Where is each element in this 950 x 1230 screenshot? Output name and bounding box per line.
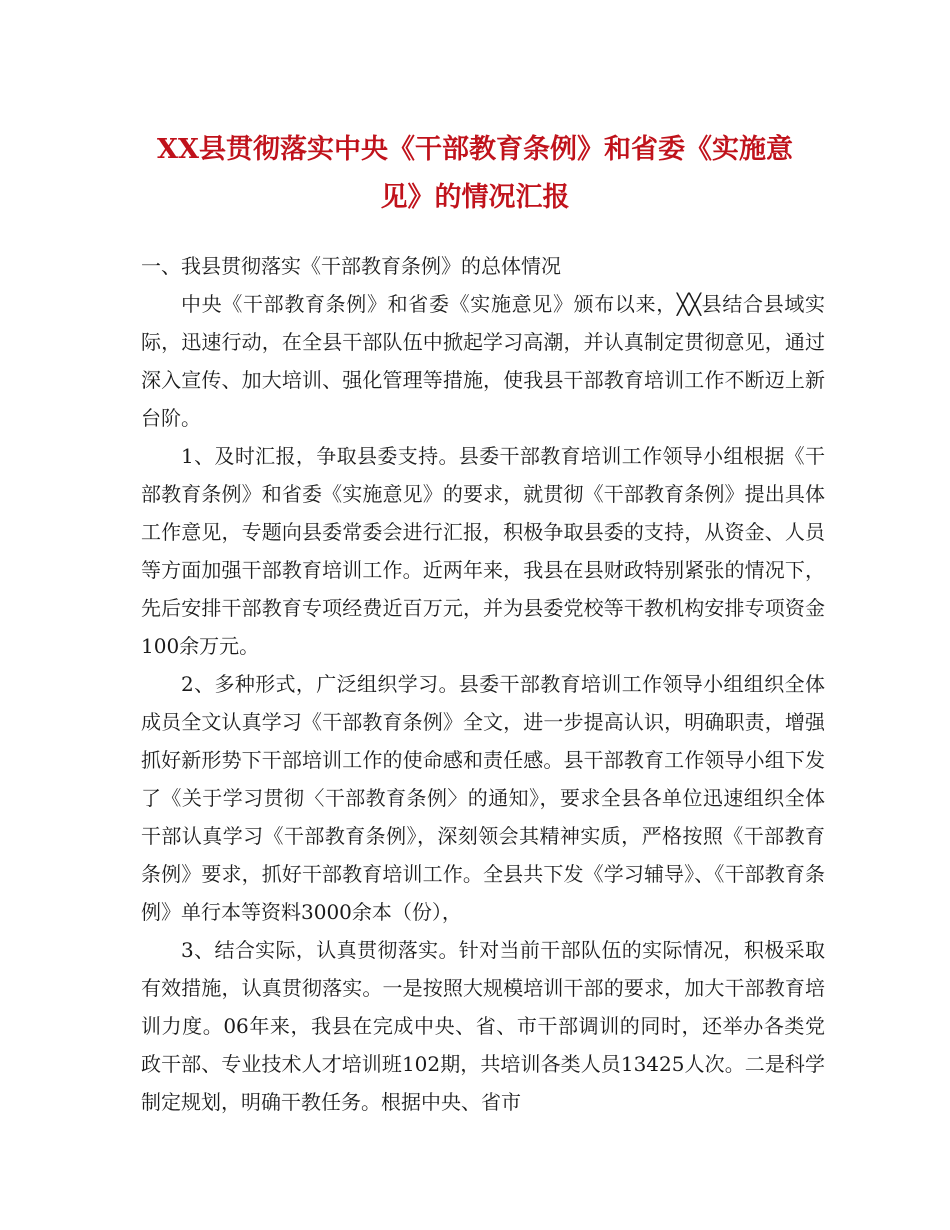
paragraph-item-3: 3、结合实际，认真贯彻落实。针对当前干部队伍的实际情况，积极采取有效措施，认真贯彻落实。一是按照大规模培训干部的要求，加大干部教育培训力度。06年来，我县在完成中央、省、市干部调训的同时，还举办各类党政干部、专业技术人才培训班102期，共培训各类人员13425人次。二是科学制定规划，明确干教任务。根据中央、省市 xyxy=(141,938,825,1114)
document-title xyxy=(130,126,820,222)
title-line-2: 见》的情况汇报 xyxy=(380,182,570,213)
paragraph-intro: 中央《干部教育条例》和省委《实施意见》颁布以来，╳╳县结合县域实际，迅速行动，在全县干部队伍中掀起学习高潮，并认真制定贯彻意见，通过深入宣传、加大培训、强化管理等措施，使我县干部教育培训工作不断迈上新台阶。 xyxy=(141,292,825,430)
section-heading: 一、我县贯彻落实《干部教育条例》的总体情况 xyxy=(141,254,561,278)
document-body xyxy=(141,247,825,1121)
paragraph-item-2: 2、多种形式，广泛组织学习。县委干部教育培训工作领导小组组织全体成员全文认真学习《干部教育条例》全文，进一步提高认识，明确职责，增强抓好新形势下干部培训工作的使命感和责任感。县干部教育工作领导小组下发了《关于学习贯彻〈干部教育条例〉的通知》，要求全县各单位迅速组织全体干部认真学习《干部教育条例》，深刻领会其精神实质，严格按照《干部教育条例》要求，抓好干部教育培训工作。全县共下发《学习辅导》、《干部教育条例》单行本等资料3000余本（份）， xyxy=(141,672,825,924)
paragraph-item-1: 1、及时汇报，争取县委支持。县委干部教育培训工作领导小组根据《干部教育条例》和省委《实施意见》的要求，就贯彻《干部教育条例》提出具体工作意见，专题向县委常委会进行汇报，积极争取县委的支持，从资金、人员等方面加强干部教育培训工作。近两年来，我县在县财政特别紧张的情况下，先后安排干部教育专项经费近百万元，并为县委党校等干教机构安排专项资金100余万元。 xyxy=(141,444,825,658)
title-line-1: XX县贯彻落实中央《干部教育条例》和省委《实施意 xyxy=(157,134,793,165)
